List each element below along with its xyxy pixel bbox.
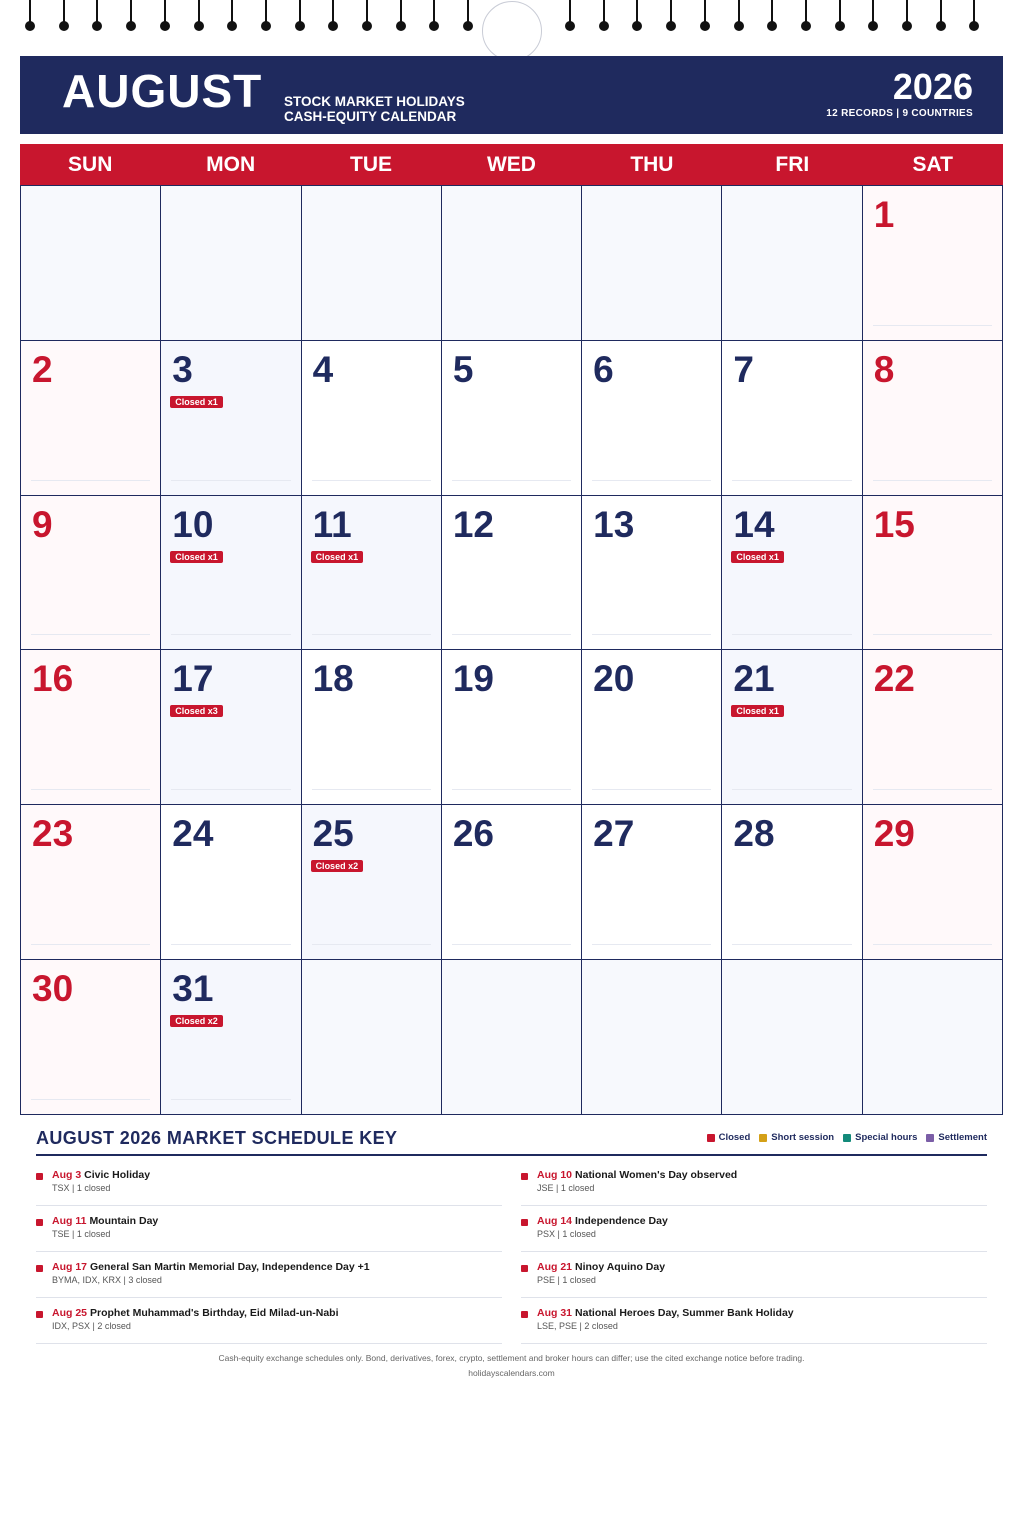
weekday-sat: SAT (912, 153, 953, 176)
holiday-name: National Women's Day observed (575, 1169, 738, 1181)
empty-day-cell (722, 186, 862, 341)
binding-ring (704, 0, 706, 22)
holiday-heading (537, 1261, 665, 1273)
binding-ring (467, 0, 469, 22)
holiday-entry[interactable] (521, 1206, 987, 1252)
note-line (873, 325, 992, 326)
note-line (592, 944, 711, 945)
holiday-name: National Heroes Day, Summer Bank Holiday (575, 1307, 794, 1319)
day-number: 9 (32, 503, 53, 545)
binding-ring (332, 0, 334, 22)
note-line (171, 789, 290, 790)
legend-item (843, 1132, 917, 1143)
day-cell[interactable] (722, 805, 862, 960)
note-line (171, 634, 290, 635)
holiday-detail: PSE | 1 closed (537, 1275, 596, 1285)
day-cell[interactable] (863, 805, 1003, 960)
empty-day-cell (21, 186, 161, 341)
day-number: 21 (733, 658, 775, 700)
note-line (732, 944, 851, 945)
binding-ring (973, 0, 975, 22)
day-cell[interactable] (582, 650, 722, 805)
legend-swatch (843, 1134, 851, 1142)
note-line (171, 1099, 290, 1100)
legend-item (707, 1132, 751, 1143)
schedule-key-title: AUGUST 2026 MARKET SCHEDULE KEY (36, 1128, 398, 1148)
day-cell[interactable] (161, 805, 301, 960)
year-title: 2026 (892, 66, 973, 107)
note-line (732, 480, 851, 481)
disclaimer: Cash-equity exchange schedules only. Bond, derivatives, forex, crypto, settlement and broker hours can differ; use the cited exchange notice before trading. (218, 1353, 805, 1363)
hanger-hole (482, 1, 542, 61)
holiday-name: Independence Day (575, 1215, 668, 1227)
note-line (31, 1099, 150, 1100)
note-line (732, 789, 851, 790)
day-cell[interactable] (161, 496, 301, 651)
binding-ring (872, 0, 874, 22)
binding-ring (164, 0, 166, 22)
day-number: 10 (172, 503, 214, 545)
empty-day-cell (722, 960, 862, 1115)
holiday-entry[interactable] (521, 1298, 987, 1344)
binding-ring (130, 0, 132, 22)
weekday-thu: THU (630, 153, 674, 176)
day-cell[interactable] (442, 805, 582, 960)
empty-day-cell (582, 960, 722, 1115)
holiday-heading (537, 1169, 737, 1181)
calendar-grid (20, 185, 1003, 1115)
day-number: 22 (873, 658, 915, 700)
day-number: 20 (593, 658, 635, 700)
note-line (873, 944, 992, 945)
note-line (31, 480, 150, 481)
holiday-entry[interactable] (521, 1160, 987, 1206)
subtitle-line-2: CASH-EQUITY CALENDAR (284, 109, 457, 124)
holiday-entry[interactable] (521, 1252, 987, 1298)
day-number: 16 (32, 658, 74, 700)
day-cell[interactable] (582, 805, 722, 960)
day-cell[interactable] (722, 496, 862, 651)
day-number: 19 (452, 658, 494, 700)
day-cell[interactable] (863, 496, 1003, 651)
note-line (873, 789, 992, 790)
day-number: 6 (593, 348, 614, 390)
closed-marker (521, 1265, 528, 1272)
note-line (31, 944, 150, 945)
binding-ring (670, 0, 672, 22)
day-cell[interactable] (21, 496, 161, 651)
weekday-fri: FRI (775, 153, 810, 176)
legend-swatch (926, 1134, 934, 1142)
holiday-list (36, 1160, 987, 1344)
binding-ring (805, 0, 807, 22)
site-credit: holidayscalendars.com (468, 1368, 555, 1378)
day-cell[interactable] (21, 805, 161, 960)
closed-badge[interactable]: Closed x2 (311, 860, 364, 872)
month-title: AUGUST (62, 65, 263, 117)
day-number: 29 (873, 813, 915, 855)
empty-day-cell (302, 186, 442, 341)
note-line (31, 634, 150, 635)
holiday-name: Prophet Muhammad's Birthday, Eid Milad-un-Nabi (90, 1307, 339, 1319)
day-number: 27 (593, 813, 635, 855)
day-cell[interactable] (442, 341, 582, 496)
holiday-detail: PSX | 1 closed (537, 1229, 596, 1239)
legend-item (759, 1132, 834, 1143)
day-number: 25 (312, 813, 354, 855)
holiday-date: Aug 21 (537, 1261, 573, 1273)
holiday-detail: LSE, PSE | 2 closed (537, 1321, 618, 1331)
weekday-mon: MON (206, 153, 256, 176)
note-line (452, 944, 571, 945)
holiday-detail: JSE | 1 closed (537, 1183, 595, 1193)
holiday-heading (537, 1307, 794, 1319)
day-number: 17 (172, 658, 214, 700)
note-line (592, 789, 711, 790)
binding-ring (63, 0, 65, 22)
day-number: 4 (312, 348, 334, 390)
binding-ring (366, 0, 368, 22)
day-cell[interactable] (582, 496, 722, 651)
day-cell[interactable] (722, 650, 862, 805)
binding-ring (231, 0, 233, 22)
day-number: 5 (452, 348, 474, 390)
note-line (452, 480, 571, 481)
closed-marker (521, 1173, 528, 1180)
day-number: 24 (172, 813, 214, 855)
binding-ring (433, 0, 435, 22)
day-number: 18 (312, 658, 354, 700)
holiday-date: Aug 3 (52, 1169, 82, 1181)
holiday-heading (52, 1169, 150, 1181)
day-cell[interactable] (302, 805, 442, 960)
binding-ring (940, 0, 942, 22)
day-number: 12 (452, 503, 494, 545)
empty-day-cell (442, 960, 582, 1115)
closed-marker (36, 1265, 43, 1272)
holiday-detail: TSX | 1 closed (52, 1183, 111, 1193)
holiday-heading (52, 1215, 158, 1227)
day-cell[interactable] (442, 650, 582, 805)
holiday-entry[interactable] (36, 1298, 502, 1344)
holiday-date: Aug 25 (52, 1307, 88, 1319)
day-number: 1 (873, 194, 895, 235)
holiday-entry[interactable] (36, 1252, 502, 1298)
binding-ring (96, 0, 98, 22)
note-line (171, 944, 290, 945)
closed-marker (36, 1219, 43, 1226)
legend-swatch (759, 1134, 767, 1142)
legend-item (926, 1132, 987, 1143)
records-summary: 12 RECORDS | 9 COUNTRIES (826, 108, 973, 119)
holiday-entry[interactable] (36, 1206, 502, 1252)
holiday-name: Mountain Day (89, 1215, 159, 1227)
note-line (312, 944, 431, 945)
empty-day-cell (442, 186, 582, 341)
note-line (312, 789, 431, 790)
calendar-subtitle (284, 94, 465, 124)
binding-ring (198, 0, 200, 22)
empty-day-cell (161, 186, 301, 341)
binding-ring (839, 0, 841, 22)
closed-badge[interactable]: Closed x1 (311, 551, 364, 563)
closed-marker (36, 1311, 43, 1318)
note-line (873, 634, 992, 635)
day-cell[interactable] (582, 341, 722, 496)
note-line (452, 789, 571, 790)
empty-day-cell (302, 960, 442, 1115)
day-number: 3 (172, 348, 193, 390)
day-number: 2 (32, 348, 53, 390)
weekday-tue: TUE (350, 153, 393, 176)
holiday-detail: BYMA, IDX, KRX | 3 closed (52, 1275, 162, 1285)
closed-badge[interactable]: Closed x2 (170, 1015, 223, 1027)
holiday-name: Ninoy Aquino Day (575, 1261, 666, 1273)
note-line (592, 634, 711, 635)
legend-label: Settlement (938, 1132, 987, 1143)
weekday-sun: SUN (68, 153, 113, 176)
calendar-header (20, 56, 1003, 134)
note-line (452, 634, 571, 635)
empty-day-cell (863, 960, 1003, 1115)
binding-ring (299, 0, 301, 22)
binding-ring (636, 0, 638, 22)
day-cell[interactable] (863, 650, 1003, 805)
closed-badge[interactable]: Closed x1 (731, 705, 784, 717)
binding-ring (400, 0, 402, 22)
weekday-bar (20, 144, 1003, 185)
closed-badge[interactable]: Closed x3 (170, 705, 223, 717)
day-cell[interactable] (722, 341, 862, 496)
binding-ring (603, 0, 605, 22)
day-cell[interactable] (302, 650, 442, 805)
holiday-entry[interactable] (36, 1160, 502, 1206)
day-cell[interactable] (863, 341, 1003, 496)
note-line (732, 634, 851, 635)
holiday-date: Aug 17 (52, 1261, 88, 1273)
legend (707, 1132, 987, 1143)
legend-label: Closed (718, 1132, 751, 1143)
day-number: 15 (873, 503, 915, 545)
closed-marker (36, 1173, 43, 1180)
closed-marker (521, 1311, 528, 1318)
legend-label: Short session (771, 1132, 835, 1143)
holiday-heading (537, 1215, 668, 1227)
holiday-name: Civic Holiday (84, 1169, 151, 1181)
binding-ring (738, 0, 740, 22)
day-cell[interactable] (442, 496, 582, 651)
empty-day-cell (582, 186, 722, 341)
legend-swatch (707, 1134, 715, 1142)
day-cell[interactable] (302, 341, 442, 496)
closed-marker (521, 1219, 528, 1226)
holiday-date: Aug 31 (537, 1307, 573, 1319)
holiday-detail: TSE | 1 closed (52, 1229, 111, 1239)
day-number: 31 (172, 968, 214, 1010)
note-line (592, 480, 711, 481)
holiday-date: Aug 10 (537, 1169, 573, 1181)
day-number: 14 (733, 503, 775, 545)
note-line (873, 480, 992, 481)
holiday-heading (52, 1307, 339, 1319)
day-number: 13 (593, 503, 635, 545)
day-number: 11 (312, 503, 352, 545)
day-number: 8 (873, 348, 895, 390)
note-line (171, 480, 290, 481)
holiday-date: Aug 11 (52, 1215, 87, 1227)
holiday-name: General San Martin Memorial Day, Independence Day +1 (90, 1261, 370, 1273)
day-number: 26 (452, 813, 494, 855)
closed-badge[interactable]: Closed x1 (170, 551, 223, 563)
binding-ring (265, 0, 267, 22)
legend-label: Special hours (855, 1132, 918, 1143)
day-cell[interactable] (161, 650, 301, 805)
closed-badge[interactable]: Closed x1 (731, 551, 784, 563)
note-line (312, 480, 431, 481)
binding-ring (906, 0, 908, 22)
holiday-detail: IDX, PSX | 2 closed (52, 1321, 131, 1331)
day-cell[interactable] (21, 960, 161, 1115)
day-number: 23 (32, 813, 74, 855)
binding-ring (569, 0, 571, 22)
weekday-wed: WED (486, 153, 536, 176)
day-number: 7 (733, 348, 754, 390)
key-divider (36, 1154, 987, 1156)
closed-badge[interactable]: Closed x1 (170, 396, 223, 408)
day-cell[interactable] (161, 960, 301, 1115)
holiday-date: Aug 14 (537, 1215, 573, 1227)
subtitle-line-1: STOCK MARKET HOLIDAYS (284, 94, 465, 109)
day-cell[interactable] (302, 496, 442, 651)
day-cell[interactable] (21, 650, 161, 805)
holiday-heading (52, 1261, 370, 1273)
day-cell[interactable] (21, 341, 161, 496)
day-cell[interactable] (161, 341, 301, 496)
note-line (312, 634, 431, 635)
day-number: 28 (733, 813, 775, 855)
note-line (31, 789, 150, 790)
day-number: 30 (32, 968, 74, 1010)
day-cell[interactable] (863, 186, 1003, 341)
binding-ring (29, 0, 31, 22)
binding-ring (771, 0, 773, 22)
